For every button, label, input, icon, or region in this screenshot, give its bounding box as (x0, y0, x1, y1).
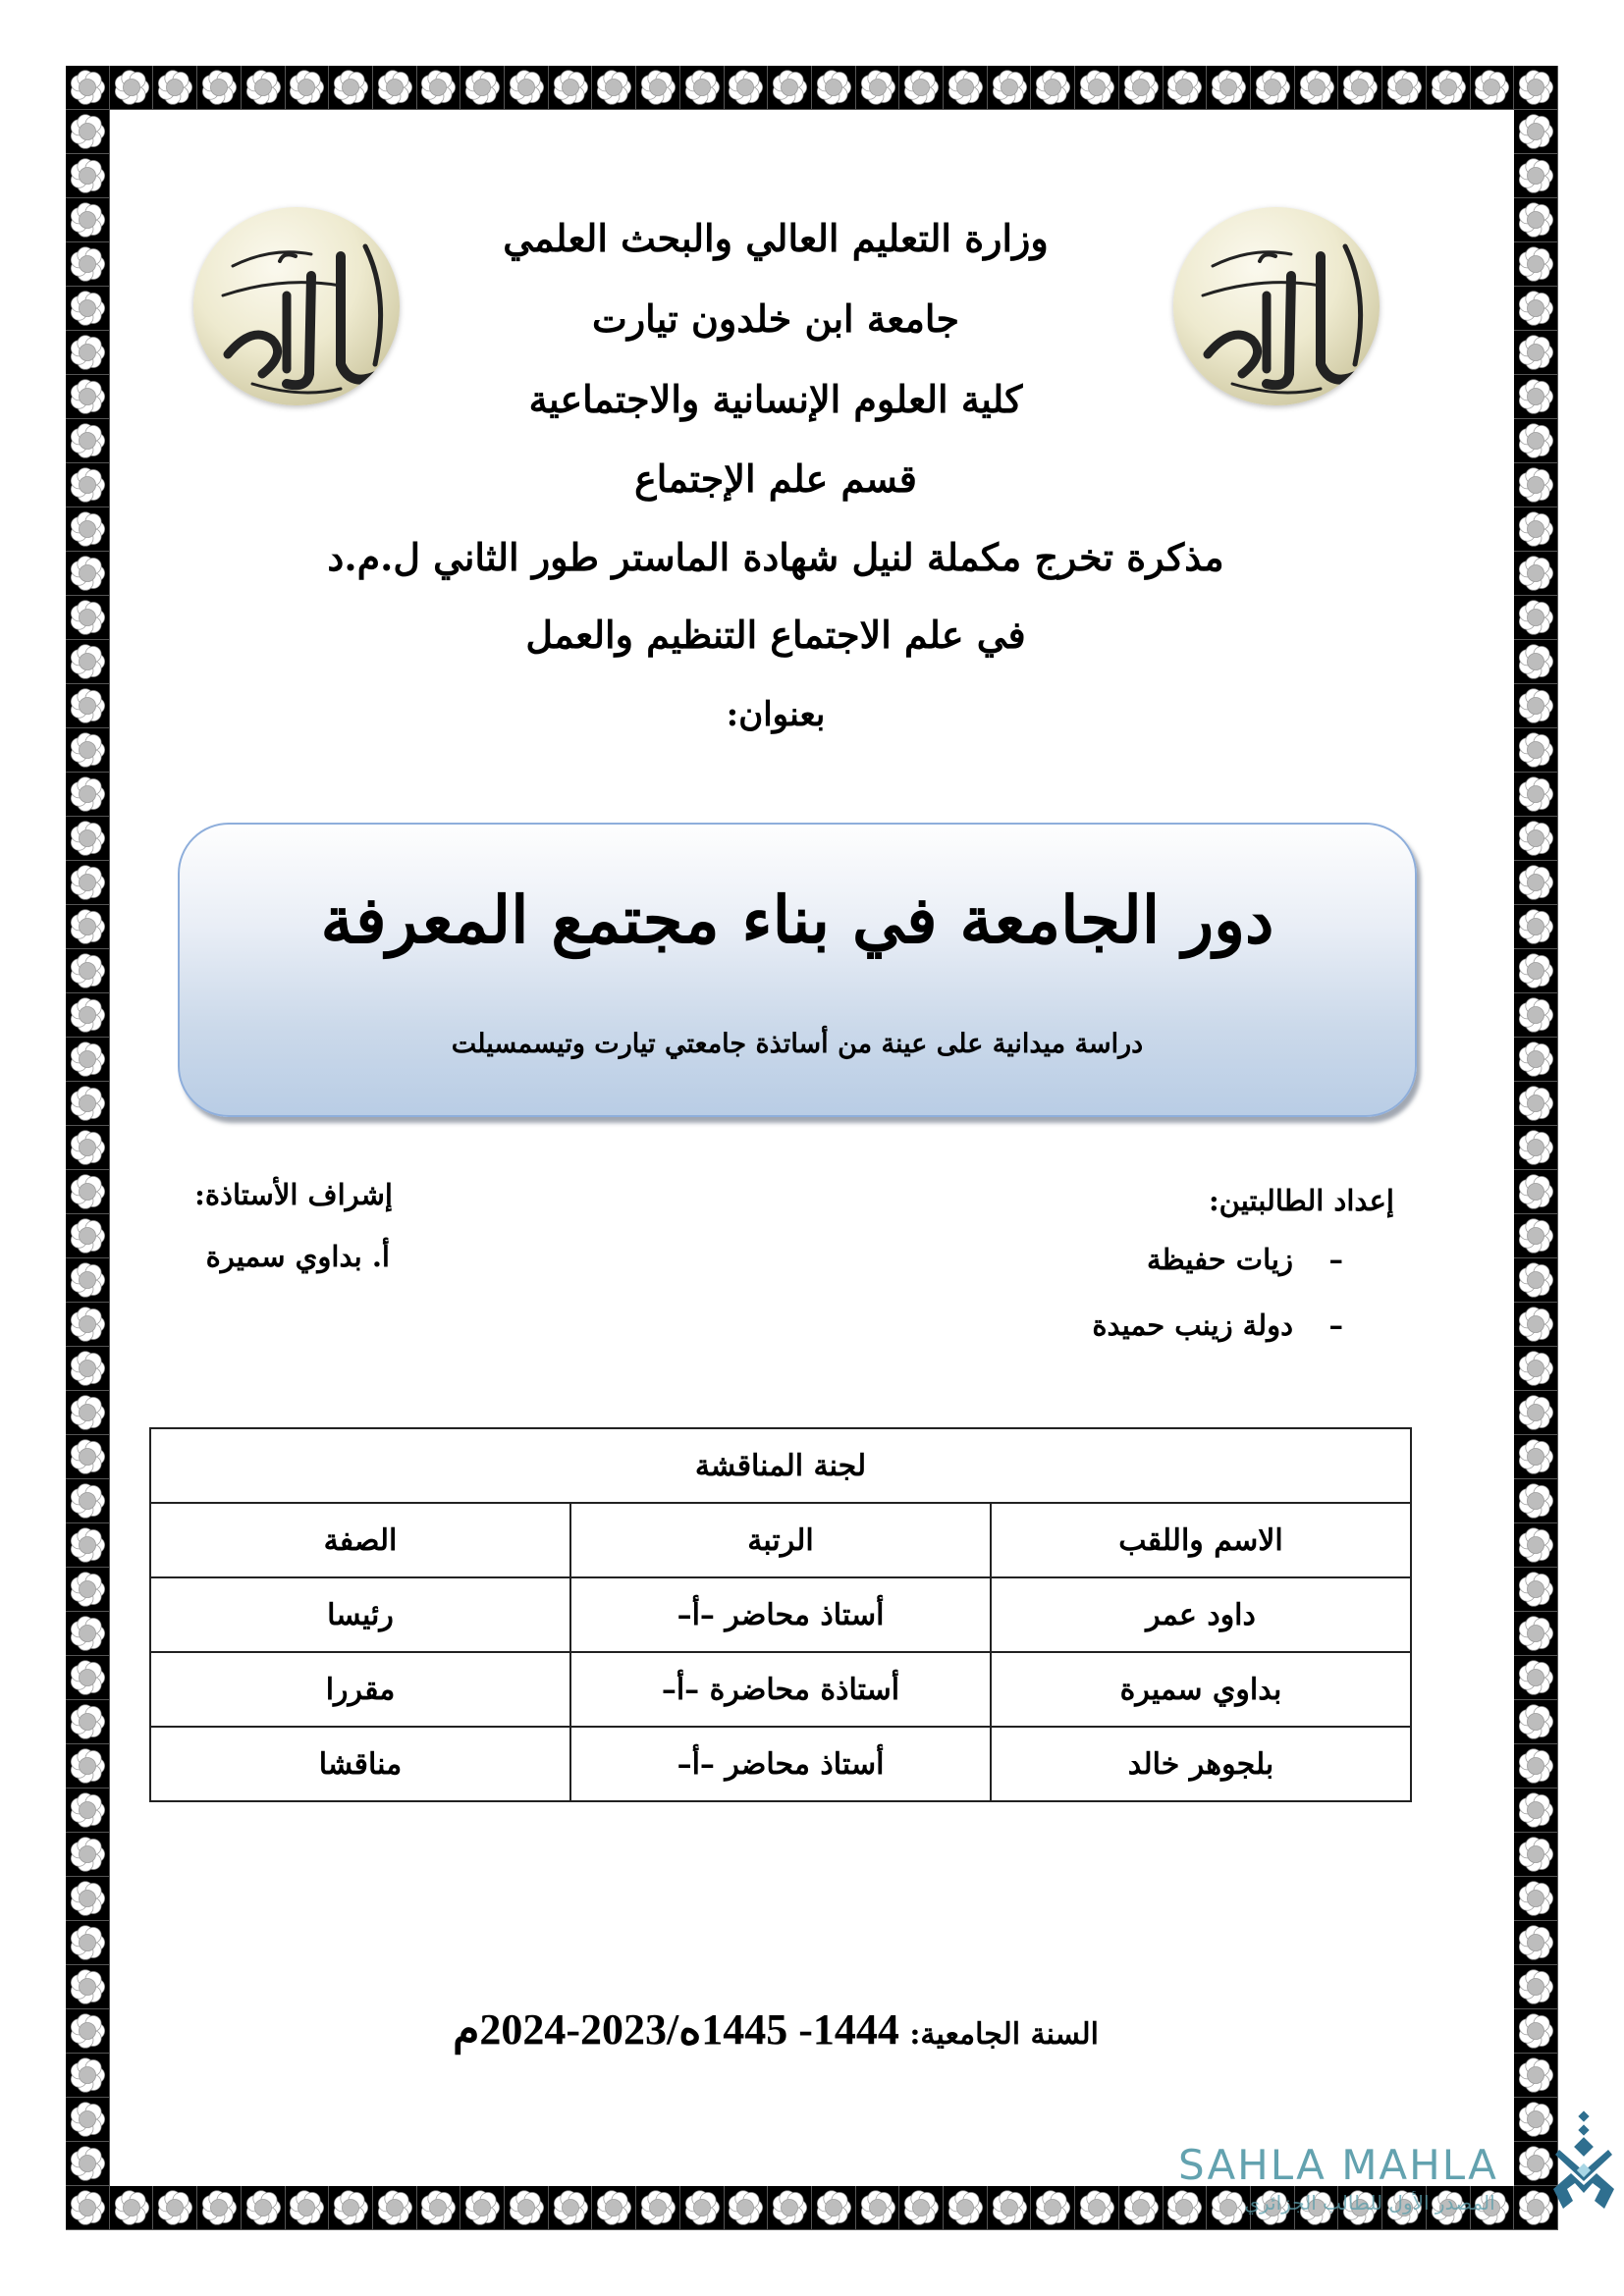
flower-tile-icon (329, 66, 373, 110)
flower-tile-icon (1514, 1347, 1558, 1391)
flower-tile-icon (1382, 66, 1427, 110)
flower-tile-icon (1514, 817, 1558, 861)
flower-tile-icon (1514, 1568, 1558, 1612)
flower-tile-icon (1514, 1656, 1558, 1700)
student-name: دولة زينب حميدة (1092, 1308, 1293, 1342)
flower-tile-icon (66, 1612, 110, 1656)
flower-tile-icon (856, 2186, 900, 2230)
member-rank: أستاذ محاضر –أ– (570, 1727, 991, 1801)
committee-table (149, 1427, 1412, 1802)
flower-tile-icon (66, 1700, 110, 1744)
flower-tile-icon (592, 2186, 636, 2230)
flower-tile-icon (1119, 2186, 1164, 2230)
table-caption-row (150, 1428, 1411, 1503)
flower-tile-icon (66, 1744, 110, 1789)
flower-tile-icon (66, 773, 110, 817)
flower-tile-icon (66, 2098, 110, 2142)
flower-tile-icon (1031, 66, 1075, 110)
flower-tile-icon (197, 2186, 242, 2230)
flower-tile-icon (329, 2186, 373, 2230)
flower-tile-icon (66, 1833, 110, 1877)
committee-caption: لجنة المناقشة (150, 1428, 1411, 1503)
flower-tile-icon (1514, 1612, 1558, 1656)
table-row (150, 1652, 1411, 1727)
flower-tile-icon (66, 154, 110, 198)
member-role: رئيسا (150, 1577, 570, 1652)
flower-tile-icon (1471, 66, 1515, 110)
flower-tile-icon (636, 2186, 680, 2230)
faculty-name: كلية العلوم الإنسانية والاجتماعية (528, 377, 1023, 421)
flower-tile-icon (505, 66, 549, 110)
flower-tile-icon (66, 905, 110, 949)
university-name: جامعة ابن خلدون تيارت (592, 296, 959, 341)
thesis-title-box (178, 823, 1417, 1117)
thesis-title: دور الجامعة في بناء مجتمع المعرفة (320, 881, 1274, 958)
column-header-name: الاسم واللقب (991, 1503, 1411, 1577)
flower-tile-icon (66, 993, 110, 1038)
flower-tile-icon (66, 949, 110, 993)
flower-tile-icon (1514, 773, 1558, 817)
flower-tile-icon (1514, 949, 1558, 993)
flower-tile-icon (66, 861, 110, 905)
flower-tile-icon (899, 66, 944, 110)
table-row (150, 1577, 1411, 1652)
flower-tile-icon (110, 2186, 154, 2230)
flower-tile-icon (1514, 1391, 1558, 1435)
flower-tile-icon (1514, 1833, 1558, 1877)
flower-tile-icon (592, 66, 636, 110)
flower-tile-icon (66, 2142, 110, 2186)
flower-tile-icon (1514, 1877, 1558, 1921)
flower-tile-icon (680, 2186, 725, 2230)
flower-tile-icon (153, 66, 197, 110)
flower-tile-icon (1075, 66, 1119, 110)
student-name: زيات حفيظة (1147, 1243, 1293, 1276)
student-bullet: – (1328, 1243, 1343, 1276)
flower-tile-icon (899, 2186, 944, 2230)
column-header-role: الصفة (150, 1503, 570, 1577)
flower-tile-icon (66, 1038, 110, 1082)
flower-tile-icon (66, 1214, 110, 1258)
flower-tile-icon (1031, 2186, 1075, 2230)
table-header-row (150, 1503, 1411, 1577)
flower-tile-icon (549, 2186, 593, 2230)
flower-tile-icon (417, 66, 461, 110)
member-name: داود عمر (991, 1577, 1411, 1652)
flower-tile-icon (66, 1347, 110, 1391)
flower-tile-icon (1514, 1126, 1558, 1170)
column-header-rank: الرتبة (570, 1503, 991, 1577)
flower-tile-icon (417, 2186, 461, 2230)
member-name: بلجوهر خالد (991, 1727, 1411, 1801)
flower-tile-icon (66, 1391, 110, 1435)
flower-tile-icon (1514, 1303, 1558, 1347)
flower-tile-icon (944, 2186, 988, 2230)
flower-tile-icon (856, 66, 900, 110)
flower-tile-icon (66, 110, 110, 154)
flower-tile-icon (1514, 1523, 1558, 1568)
flower-tile-icon (1164, 66, 1208, 110)
member-role: مناقشا (150, 1727, 570, 1801)
flower-tile-icon (1514, 905, 1558, 949)
flower-tile-icon (153, 2186, 197, 2230)
flower-tile-icon (988, 2186, 1032, 2230)
academic-year-value: 1444- 1445ه/2023-2024م (453, 2005, 899, 2054)
watermark-tagline: المصدر الأول للطالب الجزائري (1244, 2191, 1495, 2215)
flower-tile-icon (66, 1479, 110, 1523)
thesis-subtitle: دراسة ميدانية على عينة من أساتذة جامعتي تيارت وتيسمسيلت (451, 1029, 1144, 1059)
flower-tile-icon (1514, 1258, 1558, 1303)
flower-tile-icon (812, 66, 856, 110)
students-label: إعداد الطالبتين: (1208, 1184, 1394, 1217)
flower-tile-icon (1514, 1744, 1558, 1789)
flower-tile-icon (1514, 66, 1558, 110)
flower-tile-icon (242, 66, 286, 110)
flower-tile-icon (66, 1170, 110, 1214)
flower-tile-icon (286, 2186, 330, 2230)
flower-tile-icon (680, 66, 725, 110)
flower-tile-icon (725, 2186, 769, 2230)
flower-tile-icon (1514, 1214, 1558, 1258)
flower-tile-icon (1514, 1479, 1558, 1523)
flower-tile-icon (66, 1126, 110, 1170)
degree-statement: مذكرة تخرج مكملة لنيل شهادة الماستر طور الثاني ل.م.د (327, 535, 1224, 579)
ministry-name: وزارة التعليم العالي والبحث العلمي (503, 216, 1049, 260)
flower-tile-icon (1514, 154, 1558, 198)
flower-tile-icon (197, 66, 242, 110)
watermark-brand: SAHLA MAHLA (1178, 2141, 1498, 2189)
title-label: بعنوان: (726, 695, 826, 734)
department-name: قسم علم الإجتماع (634, 456, 917, 501)
flower-tile-icon (1514, 1921, 1558, 1965)
member-role: مقررا (150, 1652, 570, 1727)
flower-tile-icon (1427, 66, 1471, 110)
flower-tile-icon (66, 1789, 110, 1833)
flower-tile-icon (768, 66, 812, 110)
page-border-top (66, 66, 1558, 110)
flower-tile-icon (549, 66, 593, 110)
flower-tile-icon (1251, 66, 1295, 110)
flower-tile-icon (460, 66, 505, 110)
academic-year (0, 2002, 1551, 2062)
flower-tile-icon (66, 1568, 110, 1612)
flower-tile-icon (505, 2186, 549, 2230)
student-bullet: – (1328, 1308, 1343, 1342)
flower-tile-icon (1075, 2186, 1119, 2230)
flower-tile-icon (373, 66, 417, 110)
flower-tile-icon (1514, 993, 1558, 1038)
flower-tile-icon (1514, 1700, 1558, 1744)
table-row (150, 1727, 1411, 1801)
flower-tile-icon (1514, 1170, 1558, 1214)
flower-tile-icon (66, 1656, 110, 1700)
flower-tile-icon (1295, 66, 1339, 110)
member-rank: أستاذة محاضرة –أ– (570, 1652, 991, 1727)
flower-tile-icon (66, 66, 110, 110)
flower-tile-icon (944, 66, 988, 110)
flower-tile-icon (242, 2186, 286, 2230)
flower-tile-icon (988, 66, 1032, 110)
flower-tile-icon (1207, 66, 1251, 110)
flower-tile-icon (1514, 861, 1558, 905)
flower-tile-icon (286, 66, 330, 110)
flower-tile-icon (1119, 66, 1164, 110)
flower-tile-icon (1514, 110, 1558, 154)
sahla-mahla-logo-icon (1549, 2110, 1618, 2214)
flower-tile-icon (110, 66, 154, 110)
member-name: بداوي سميرة (991, 1652, 1411, 1727)
flower-tile-icon (66, 1877, 110, 1921)
member-rank: أستاذ محاضر –أ– (570, 1577, 991, 1652)
flower-tile-icon (1514, 1082, 1558, 1126)
flower-tile-icon (66, 1523, 110, 1568)
flower-tile-icon (1514, 1789, 1558, 1833)
flower-tile-icon (66, 1921, 110, 1965)
flower-tile-icon (1338, 66, 1382, 110)
flower-tile-icon (66, 1258, 110, 1303)
flower-tile-icon (725, 66, 769, 110)
supervisor-label: إشراف الأستاذة: (194, 1178, 393, 1211)
flower-tile-icon (373, 2186, 417, 2230)
academic-year-label: السنة الجامعية: (909, 2017, 1099, 2052)
flower-tile-icon (66, 1303, 110, 1347)
flower-tile-icon (460, 2186, 505, 2230)
flower-tile-icon (66, 817, 110, 861)
flower-tile-icon (66, 1082, 110, 1126)
flower-tile-icon (768, 2186, 812, 2230)
supervisor-name: أ. بداوي سميرة (205, 1240, 390, 1273)
flower-tile-icon (1514, 1435, 1558, 1479)
flower-tile-icon (66, 2186, 110, 2230)
specialty: في علم الاجتماع التنظيم والعمل (525, 613, 1026, 657)
flower-tile-icon (812, 2186, 856, 2230)
flower-tile-icon (1514, 1038, 1558, 1082)
flower-tile-icon (66, 1435, 110, 1479)
flower-tile-icon (636, 66, 680, 110)
